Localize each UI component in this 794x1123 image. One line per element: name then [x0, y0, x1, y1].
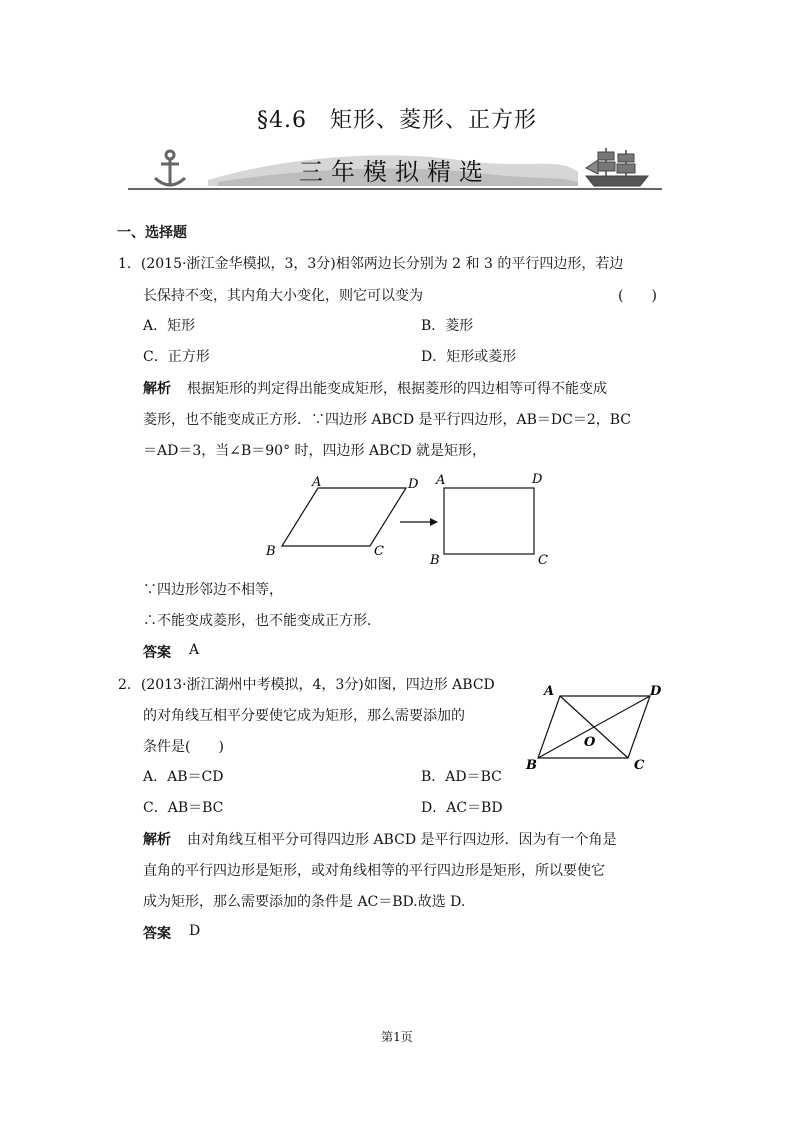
banner-title: 三年模拟精选	[299, 158, 491, 186]
q1-answer-paren: ( )	[618, 288, 657, 304]
q1-therefore-line: ∴不能变成菱形，也不能变成正方形．	[143, 613, 381, 629]
q1-option-d: D．矩形或菱形	[421, 349, 517, 365]
arrow-head	[430, 518, 438, 526]
rectangle-shape	[444, 488, 534, 554]
q2-answer-label: 答案	[143, 926, 171, 942]
q1-option-b: B．菱形	[421, 318, 474, 334]
q1-analysis-line2: 菱形，也不能变成正方形．∵四边形 ABCD 是平行四边形，AB＝DC＝2，BC	[143, 412, 631, 428]
fig1-label-a: A	[312, 475, 322, 490]
q2-answer-value: D	[189, 923, 201, 939]
q1-analysis-line1: 根据矩形的判定得出能变成矩形，根据菱形的四边相等可得不能变成	[187, 381, 607, 397]
q1-because-line: ∵四边形邻边不相等，	[143, 582, 283, 598]
fig1-label-d2: D	[532, 472, 543, 487]
fig1-label-d: D	[408, 477, 419, 492]
q2-analysis-label: 解析	[143, 832, 171, 848]
header-banner	[128, 146, 662, 194]
fig2-label-c: C	[634, 758, 645, 773]
section-heading: 一、选择题	[117, 225, 187, 241]
fig1-label-a2: A	[436, 473, 446, 488]
fig1-label-b: B	[266, 544, 276, 559]
page-number: 第1页	[381, 1030, 413, 1044]
q2-analysis-line2: 直角的平行四边形是矩形，或对角线相等的平行四边形是矩形，所以要使它	[143, 863, 605, 879]
fig2-label-a: A	[544, 684, 555, 699]
q2-option-a: A．AB＝CD	[143, 769, 224, 785]
fig2-label-b: B	[526, 758, 537, 773]
fig2-label-d: D	[650, 684, 662, 699]
q1-answer-value: A	[189, 642, 200, 658]
q1-option-a: A．矩形	[143, 318, 196, 334]
q2-option-d: D．AC＝BD	[421, 800, 503, 816]
page-title: §4.6 矩形、菱形、正方形	[257, 108, 537, 133]
q2-stem-line3: 条件是( )	[143, 739, 224, 755]
q1-stem-line1: 1．(2015·浙江金华模拟，3，3分)相邻两边长分别为 2 和 3 的平行四边形，若边	[118, 256, 624, 272]
q2-option-b: B．AD＝BC	[421, 769, 502, 785]
q1-stem-line2: 长保持不变，其内角大小变化，则它可以变为	[143, 288, 423, 304]
fig1-label-c2: C	[538, 553, 548, 568]
q1-analysis-line3: ＝AD＝3，当∠B＝90° 时，四边形 ABCD 就是矩形，	[143, 443, 487, 459]
fig1-label-c: C	[374, 544, 384, 559]
q2-option-c: C．AB＝BC	[143, 800, 224, 816]
q2-figure	[520, 680, 670, 776]
q2-stem-line1: 2．(2013·浙江湖州中考模拟，4，3分)如图，四边形 ABCD	[118, 677, 495, 693]
fig2-label-o: O	[584, 735, 596, 750]
q1-analysis-label: 解析	[143, 381, 171, 397]
q2-analysis-line3: 成为矩形，那么需要添加的条件是 AC＝BD.故选 D.	[143, 894, 466, 910]
q2-stem-line2: 的对角线互相平分要使它成为矩形，那么需要添加的	[143, 708, 465, 724]
q1-option-c: C．正方形	[143, 349, 210, 365]
fig1-label-b2: B	[430, 553, 440, 568]
q2-analysis-line1: 由对角线互相平分可得四边形 ABCD 是平行四边形．因为有一个角是	[187, 832, 617, 848]
parallelogram-shape	[282, 488, 406, 546]
q1-answer-label: 答案	[143, 645, 171, 661]
q1-figure	[258, 466, 558, 570]
